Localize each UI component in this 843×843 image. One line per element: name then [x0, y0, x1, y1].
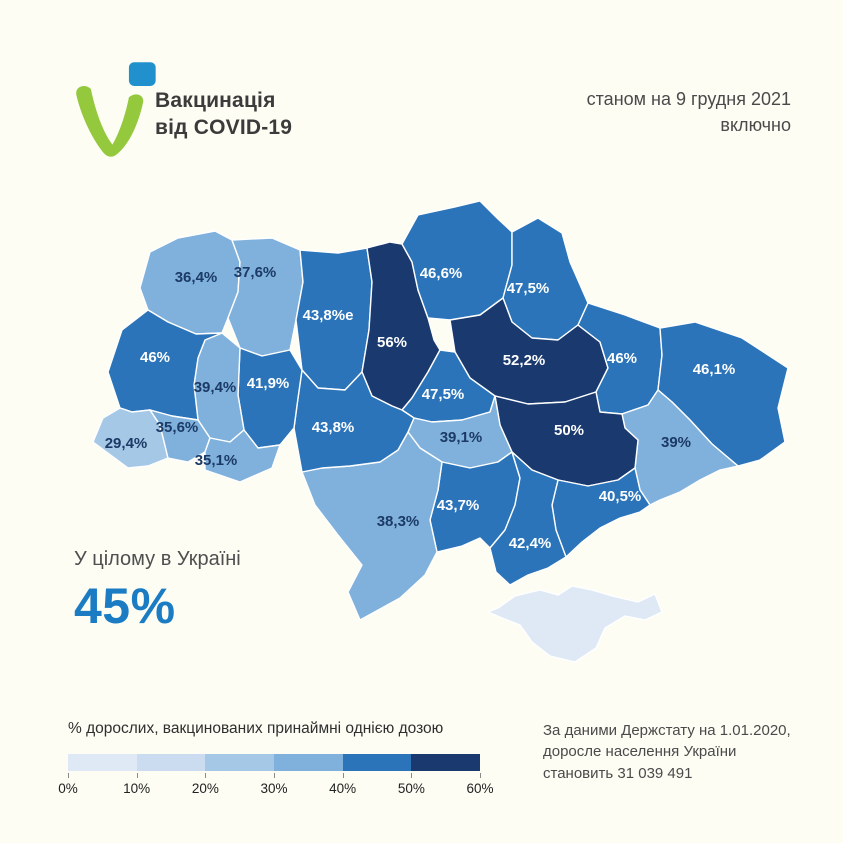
legend-tickmark — [274, 773, 275, 778]
region-value-zhytomyr: 43,8%е — [302, 307, 354, 324]
legend-tick-label: 10% — [123, 781, 151, 796]
legend-swatch-40-50 — [343, 754, 412, 771]
source-footnote — [543, 720, 813, 784]
region-value-ivano-frankivsk: 35,6% — [155, 419, 199, 436]
source-footnote-line3: становить 31 039 491 — [543, 764, 693, 782]
page-title-line2: від COVID-19 — [155, 115, 293, 139]
region-value-poltava: 52,2% — [502, 352, 546, 369]
region-value-rivne: 37,6% — [233, 264, 277, 281]
legend-swatch-50-60 — [411, 754, 480, 771]
legend-tick-label: 30% — [260, 781, 288, 796]
legend-swatch-0-10 — [68, 754, 137, 771]
legend-tickmark — [411, 773, 412, 778]
region-value-cherkasy: 47,5% — [421, 386, 465, 403]
region-value-kharkiv: 46% — [606, 350, 638, 367]
legend-tickmark — [205, 773, 206, 778]
region-value-kherson: 42,4% — [508, 535, 552, 552]
region-value-ternopil: 39,4% — [193, 379, 237, 396]
region-value-vinnytsia: 43,8% — [311, 419, 355, 436]
region-value-kyiv-oblast: 56% — [376, 334, 408, 351]
region-value-mykolaiv: 43,7% — [436, 497, 480, 514]
national-summary-label: У цілому в Україні — [74, 548, 241, 570]
source-footnote-line1: За даними Держстату на 1.01.2020, — [543, 722, 791, 739]
region-crimea — [488, 586, 662, 662]
region-value-odesa: 38,3% — [376, 513, 420, 530]
legend-swatch-10-20 — [137, 754, 206, 771]
region-value-chernihiv: 46,6% — [419, 265, 463, 282]
region-value-kirovohrad: 39,1% — [439, 429, 483, 446]
region-value-sumy: 47,5% — [506, 280, 550, 297]
region-khmelnytskyi — [238, 348, 302, 448]
region-value-chernivtsi: 35,1% — [194, 452, 238, 469]
region-value-khmelnytskyi: 41,9% — [246, 375, 290, 392]
legend-tick-label: 50% — [397, 781, 425, 796]
as-of-date-line2: включно — [720, 115, 791, 136]
region-value-luhansk: 46,1% — [692, 361, 736, 378]
legend-tick-label: 40% — [329, 781, 357, 796]
legend-tickmark — [68, 773, 69, 778]
region-value-zaporizhzhia: 40,5% — [598, 488, 642, 505]
legend-swatch-30-40 — [274, 754, 343, 771]
region-value-volyn: 36,4% — [174, 269, 218, 286]
region-sumy — [503, 218, 588, 340]
legend-title: % дорослих, вакцинованих принаймні однією дозою — [68, 720, 444, 737]
legend-tickmark — [480, 773, 481, 778]
legend-tick-label: 60% — [466, 781, 494, 796]
source-footnote-line2: доросле населення України — [543, 743, 737, 761]
national-summary-value: 45% — [74, 578, 176, 634]
region-value-dnipropetrovsk: 50% — [553, 422, 585, 439]
national-summary — [74, 548, 241, 635]
legend-color-ramp — [68, 754, 480, 771]
region-rivne — [228, 238, 303, 356]
legend-axis — [58, 773, 494, 799]
as-of-date-line1: станом на 9 грудня 2021 — [586, 89, 791, 109]
page-title-line1: Вакцинація — [155, 89, 276, 112]
legend — [58, 720, 494, 799]
region-value-lviv: 46% — [139, 349, 171, 366]
legend-tickmark — [137, 773, 138, 778]
legend-swatch-20-30 — [205, 754, 274, 771]
legend-tickmark — [343, 773, 344, 778]
legend-tick-label: 20% — [191, 781, 219, 796]
region-value-zakarpattia: 29,4% — [104, 435, 148, 452]
legend-tick-label: 0% — [58, 781, 78, 796]
region-value-donetsk: 39% — [660, 434, 692, 451]
